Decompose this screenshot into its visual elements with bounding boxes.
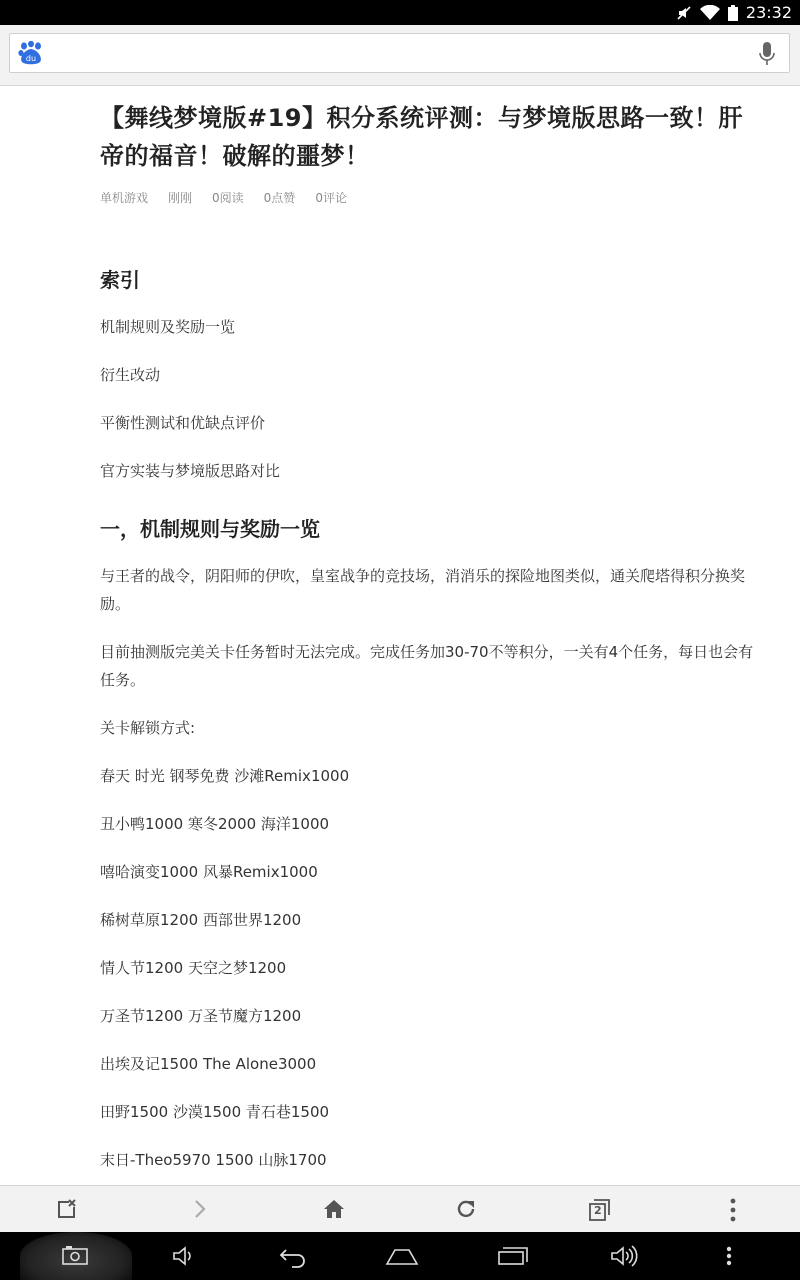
- index-item[interactable]: 官方实装与梦境版思路对比: [100, 462, 281, 480]
- paragraph: 出埃及记1500 The Alone3000: [100, 1055, 317, 1073]
- system-nav-bar: [0, 1232, 800, 1280]
- paragraph: 嘻哈演变1000 风暴Remix1000: [100, 863, 318, 881]
- index-item[interactable]: 平衡性测试和优缺点评价: [100, 414, 266, 432]
- back-icon[interactable]: [278, 1244, 308, 1272]
- browser-bar: [0, 25, 800, 86]
- clock: 23:32: [745, 3, 792, 22]
- tab-count: 2: [594, 1204, 602, 1217]
- search-input[interactable]: [56, 40, 740, 68]
- section-heading: 一，机制规则与奖励一览: [100, 517, 320, 541]
- battery-icon: [728, 5, 738, 21]
- mute-icon: [676, 5, 692, 21]
- index-item[interactable]: 机制规则及奖励一览: [100, 318, 236, 336]
- forward-icon[interactable]: [192, 1198, 208, 1224]
- status-bar: [0, 0, 800, 25]
- meta-likes: 0点赞: [263, 191, 296, 205]
- paragraph: 丑小鸭1000 寒冬2000 海洋1000: [100, 815, 330, 833]
- baidu-logo-icon: [18, 41, 44, 69]
- meta-category[interactable]: 单机游戏: [100, 191, 149, 205]
- recents-icon[interactable]: [497, 1244, 529, 1270]
- paragraph: 万圣节1200 万圣节魔方1200: [100, 1007, 302, 1025]
- screenshot-icon[interactable]: [62, 1244, 88, 1270]
- index-item[interactable]: 衍生改动: [100, 366, 161, 384]
- paragraph: 末日-Theo5970 1500 山脉1700: [100, 1151, 327, 1169]
- article-meta: [100, 189, 760, 206]
- paragraph: 关卡解锁方式:: [100, 719, 196, 737]
- browser-toolbar: [0, 1185, 800, 1233]
- close-tab-icon[interactable]: [56, 1198, 78, 1224]
- meta-reads: 0阅读: [212, 191, 244, 205]
- overflow-icon[interactable]: [726, 1244, 732, 1272]
- article-title: 【舞线梦境版#19】积分系统评测：与梦境版思路一致！肝帝的福音！破解的噩梦！: [100, 104, 744, 170]
- index-heading: 索引: [100, 268, 140, 292]
- paragraph: 情人节1200 天空之梦1200: [100, 959, 287, 977]
- paragraph: 田野1500 沙漠1500 青石巷1500: [100, 1103, 330, 1121]
- paragraph: 稀树草原1200 西部世界1200: [100, 911, 302, 929]
- article-content: [100, 85, 760, 1185]
- svg-text:du: du: [25, 54, 37, 63]
- index-list: [100, 313, 760, 485]
- wifi-icon: [700, 5, 720, 21]
- home-icon[interactable]: [322, 1198, 346, 1224]
- paragraph: 目前抽测版完美关卡任务暂时无法完成。完成任务加30-70不等积分，一关有4个任务，每日也会有任务。: [100, 643, 754, 689]
- paragraph: 春天 时光 钢琴免费 沙滩Remix1000: [100, 767, 350, 785]
- menu-icon[interactable]: [730, 1198, 736, 1226]
- volume-down-icon[interactable]: [172, 1244, 196, 1272]
- address-bar[interactable]: [9, 33, 790, 73]
- home-nav-icon[interactable]: [385, 1244, 419, 1270]
- meta-comments: 0评论: [315, 191, 347, 205]
- meta-time: 刚刚: [168, 191, 193, 205]
- volume-up-icon[interactable]: [610, 1244, 640, 1272]
- microphone-icon[interactable]: [759, 41, 775, 71]
- paragraph: 与王者的战令，阴阳师的伊吹，皇室战争的竞技场，消消乐的探险地图类似，通关爬塔得积分换奖励。: [100, 567, 746, 613]
- refresh-icon[interactable]: [455, 1198, 477, 1224]
- tabs-icon[interactable]: [588, 1198, 612, 1226]
